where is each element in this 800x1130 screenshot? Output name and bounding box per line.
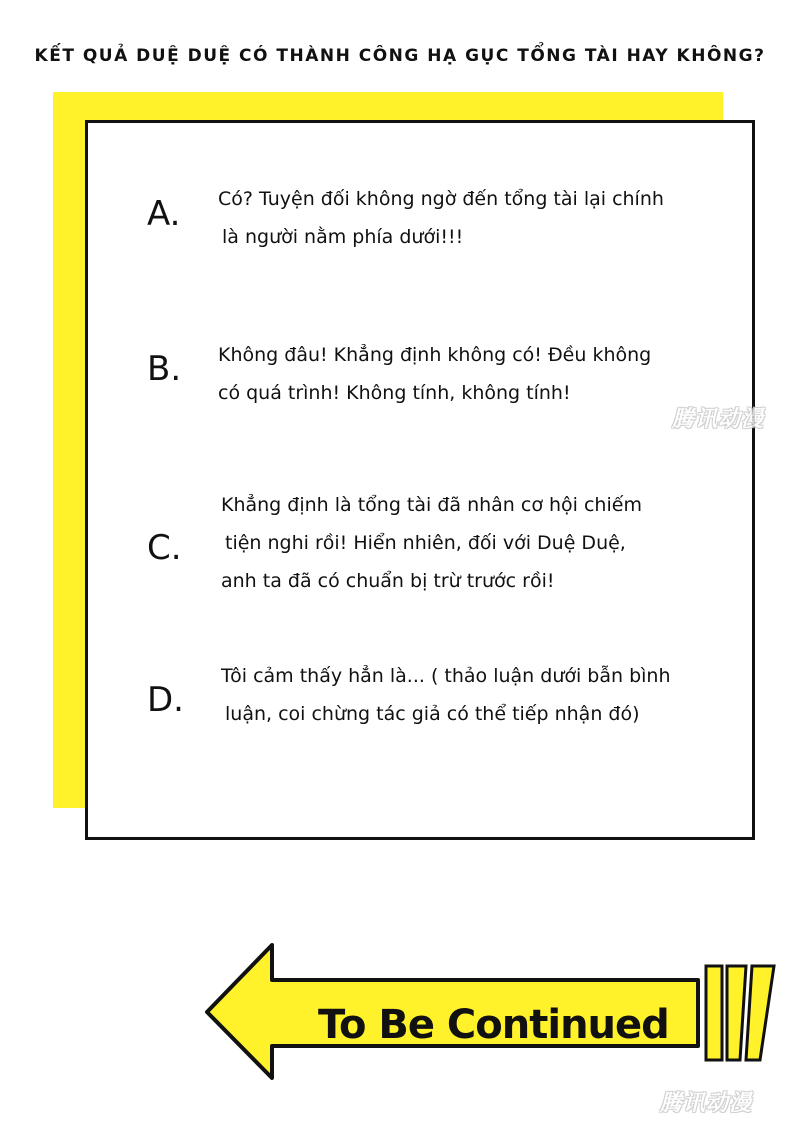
continue-bars-icon: [706, 966, 774, 1060]
option-c-line-3: anh ta đã có chuẩn bị trừ trước rồi!: [221, 570, 555, 592]
option-d-line-2: luận, coi chừng tác giả có thể tiếp nhận đó): [225, 703, 640, 725]
option-c-letter: C.: [147, 528, 182, 568]
option-b-text: [218, 336, 651, 412]
watermark-logo: 腾讯动漫: [672, 407, 765, 432]
option-a-line-2: là người nằm phía dưới!!!: [222, 226, 464, 248]
watermark-logo-bottom: 腾讯动漫: [660, 1091, 753, 1116]
option-a-letter: A.: [147, 194, 181, 234]
option-c-text: [221, 486, 642, 600]
option-b-letter: B.: [147, 349, 182, 389]
option-b-line-1: Không đâu! Khẳng định không có! Đều không: [218, 344, 652, 366]
option-d-text: [221, 657, 671, 733]
option-b-line-2: có quá trình! Không tính, không tính!: [218, 382, 571, 404]
option-d-line-1: Tôi cảm thấy hẳn là... ( thảo luận dưới bẫn bình: [221, 665, 671, 687]
option-a-line-1: Có? Tuyện đối không ngờ đến tổng tài lại chính: [218, 188, 664, 210]
page-title: KẾT QUẢ DUỆ DUỆ CÓ THÀNH CÔNG HẠ GỤC TỔNG TÀI HAY KHÔNG?: [34, 46, 766, 66]
option-c-line-2: tiện nghi rồi! Hiển nhiên, đối với Duệ Duệ,: [225, 532, 626, 554]
option-d-letter: D.: [147, 680, 184, 720]
to-be-continued-label: To Be Continued: [318, 1002, 669, 1048]
option-a-text: [218, 180, 664, 256]
option-c-line-1: Khẳng định là tổng tài đã nhân cơ hội chiếm: [221, 494, 642, 516]
